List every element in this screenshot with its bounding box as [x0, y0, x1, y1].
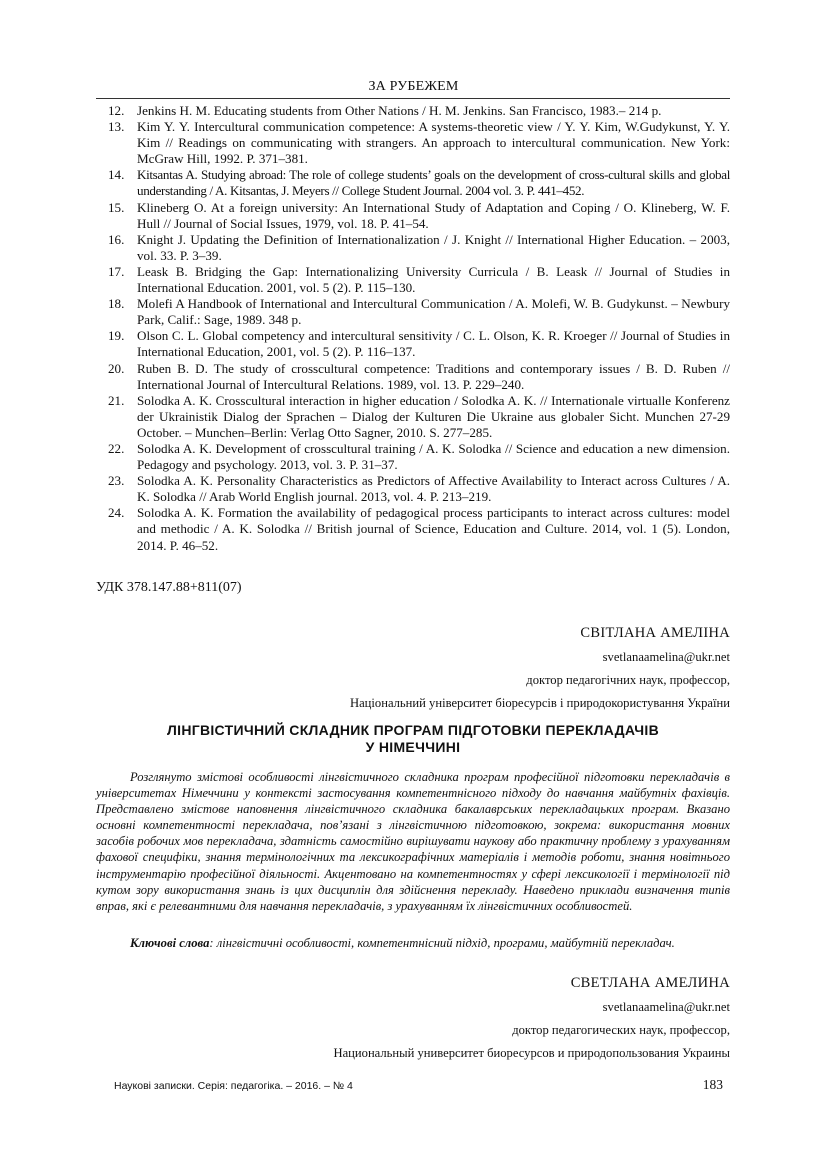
article-abstract: Розглянуто змістові особливості лінгвістичного складника програм професійної підготовки перекладачів в університетах Німеччини у контексті застосування компетентнісного підходу до навчання майбутніх фахівців. Представлено змістове наповнення лінгвістичного складника бакалаврських перекладацьких програм. Вказано основні компетентності перекладача, пов’язані з лінгвістичною підготовкою, зокрема: використання мовних засобів робочих мов перекладача, здатність самостійно вирішувати наукову або практичну проблему з урахуванням фахової специфіки, знання термінологічних та лексикографічних матеріалів і методів роботи, знання новітнього інструментарію професійної діяльності. Акцентовано на компетентностях у сфері лексикології і термінології під кутом зору використання знань із цих дисциплін для здійснення перекладу. Наведено приклади визначення типів вправ, які є релевантними для навчання перекладачів, з урахуванням їх лінгвістичних особливостей. — [96, 770, 730, 913]
reference-text: Molefi A Handbook of International and Intercultural Communication / A. Molefi, W. B. Gudykunst. – Newbury Park, Calif.: Sage, 1989. 348 p. — [137, 296, 730, 328]
running-header: ЗА РУБЕЖЕМ — [368, 79, 459, 94]
reference-item — [104, 361, 730, 393]
reference-item — [104, 232, 730, 264]
article-title-line-2: У НІМЕЧЧИНІ — [365, 739, 461, 755]
author-block-ru — [333, 975, 730, 1061]
footer-journal: Наукові записки. Серія: педагогіка. – 2016. – № 4 — [114, 1080, 353, 1092]
reference-text: Leask B. Bridging the Gap: Internationalizing University Curricula / B. Leask // Journal of Studies in International Education. 2001, vol. 5 (2). P. 115–130. — [137, 263, 730, 296]
article-title-line-1: ЛІНГВІСТИЧНИЙ СКЛАДНИК ПРОГРАМ ПІДГОТОВКИ ПЕРЕКЛАДАЧІВ — [167, 722, 659, 738]
reference-item — [104, 296, 730, 328]
author-name-ru: СВЕТЛАНА АМЕЛИНА — [570, 975, 730, 991]
author-affiliation-ru: Национальный университет биоресурсов и природопользования Украины — [333, 1046, 730, 1060]
reference-item — [104, 167, 730, 199]
udk-code: УДК 378.147.88+811(07) — [96, 580, 242, 595]
page-number: 183 — [702, 1077, 723, 1092]
reference-number: 13. — [108, 119, 125, 135]
author-degree-ua: доктор педагогічних наук, профессор, — [526, 673, 730, 687]
reference-number: 24. — [108, 505, 125, 521]
author-block-ua — [350, 625, 730, 711]
reference-item — [104, 328, 730, 360]
author-email-ua: svetlanaamelina@ukr.net — [602, 650, 730, 664]
reference-number: 23. — [108, 473, 125, 489]
reference-number: 14. — [108, 167, 125, 183]
reference-number: 19. — [108, 328, 125, 344]
reference-text: Kim Y. Y. Intercultural communication competence: A systems-theoretic view / Y. Y. Kim, W.Gudykunst, Y. Y. Kim // Readings on communicating with strangers. An approach to intercultural communication. New York: McGraw Hill, 1992. P. 371–381. — [137, 119, 730, 167]
reference-number: 16. — [108, 231, 125, 247]
reference-text: Olson C. L. Global competency and intercultural sensitivity / C. L. Olson, K. R. Kroeger // Journal of Studies in International Education, 2001, vol. 5 (2). P. 116–137. — [137, 328, 730, 360]
reference-item — [104, 264, 730, 296]
reference-text: Solodka A. K. Formation the availability of pedagogical process participants to interact across cultures: model and methodic / A. K. Solodka // British journal of Science, Education and Culture. 2014, vol. 1 (5). London, 2014. P. 46–52. — [137, 505, 730, 553]
reference-text: Knight J. Updating the Definition of Internationalization / J. Knight // International Higher Education. – 2003, vol. 33. P. 3–39. — [137, 231, 730, 263]
reference-item — [104, 393, 730, 441]
reference-text: Solodka A. K. Development of crosscultural training / A. K. Solodka // Science and education a new dimension. Pedagogy and psychology. 2013, vol. 3. P. 31–37. — [137, 440, 730, 473]
reference-number: 12. — [108, 103, 125, 118]
article-title — [96, 722, 730, 756]
reference-number: 21. — [108, 392, 125, 408]
reference-list — [104, 103, 730, 554]
reference-text: Ruben B. D. The study of crosscultural competence: Traditions and contemporary issues / B. D. Ruben // International Journal of Intercultural Relations. 1989, vol. 13. P. 229–240. — [137, 360, 730, 392]
author-affiliation-ua: Національний університет біоресурсів і природокористування України — [349, 696, 730, 710]
keywords-line — [130, 936, 730, 951]
header-divider — [96, 98, 730, 99]
keywords-text: : лінгвістичні особливості, компетентнісний підхід, програми, майбутній перекладач. — [209, 936, 675, 950]
reference-number: 15. — [108, 199, 125, 215]
reference-number: 18. — [108, 296, 125, 312]
reference-item — [104, 119, 730, 167]
reference-number: 17. — [108, 263, 125, 279]
reference-item — [104, 200, 730, 232]
author-email-ru: svetlanaamelina@ukr.net — [602, 1000, 730, 1014]
author-degree-ru: доктор педагогических наук, профессор, — [512, 1023, 730, 1037]
reference-number: 20. — [108, 360, 125, 376]
reference-item — [104, 103, 730, 119]
author-name-ua: СВІТЛАНА АМЕЛІНА — [580, 625, 730, 641]
reference-text: Jenkins H. M. Educating students from Other Nations / H. M. Jenkins. San Francisco, 1983.– 214 p. — [137, 103, 662, 118]
reference-text: Kitsantas A. Studying abroad: The role of college students’ goals on the development of cross-cultural skills and global understanding / A. Kitsantas, J. Meyers // College Student Journal. 2004 vol. 3. P. 441–452. — [137, 167, 730, 199]
keywords-label: Ключові слова — [130, 936, 210, 950]
reference-text: Klineberg O. At a foreign university: An International Study of Adaptation and Coping / O. Klineberg, W. F. Hull // Journal of Social Issues, 1979, vol. 18. P. 41–54. — [137, 199, 730, 231]
reference-item — [104, 505, 730, 553]
reference-item — [104, 473, 730, 505]
reference-item — [104, 441, 730, 473]
reference-text: Solodka A. K. Personality Characteristics as Predictors of Affective Availability to Interact across Cultures / A. K. Solodka // Arab World English journal. 2013, vol. 4. P. 213–219. — [137, 473, 730, 505]
reference-text: Solodka A. K. Crosscultural interaction in higher education / Solodka A. K. // Internationale virtualle Konferenz der Ukrainistik Dialog der Sprachen – Dialog der Kulturen Die Ukraine aus globaler Sicht. Munchen 27-29 October. – Munchen–Berlin: Verlag Otto Sagner, 2010. S. 277–285. — [137, 392, 730, 440]
reference-number: 22. — [108, 440, 125, 456]
